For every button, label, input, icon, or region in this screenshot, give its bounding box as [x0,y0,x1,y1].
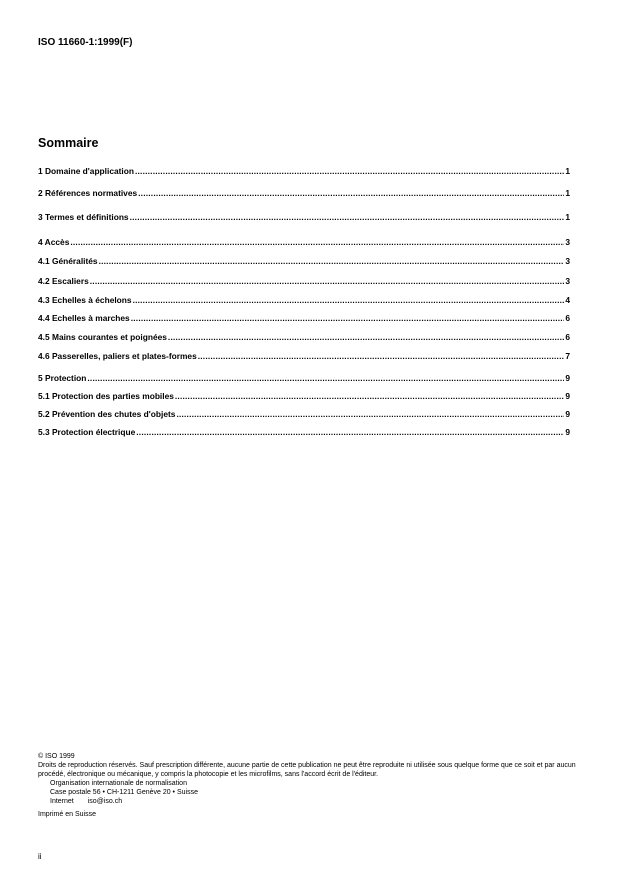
internet-line [38,797,583,806]
toc-entry-page: 1 [565,212,570,222]
toc-entry-label: 5.3 Protection électrique [38,427,136,437]
printed-in: Imprimé en Suisse [38,811,96,818]
toc-title: Sommaire [38,136,99,150]
toc-entry[interactable] [38,256,570,266]
toc-entry[interactable] [38,332,570,342]
toc-entry[interactable] [38,166,570,176]
toc-leader-dots [138,188,564,198]
toc-entry[interactable] [38,295,570,305]
toc-leader-dots [70,237,564,247]
toc-entry[interactable] [38,351,570,361]
toc-entry-label: 4.5 Mains courantes et poignées [38,332,167,342]
toc-leader-dots [176,409,564,419]
toc-entry-label: 4 Accès [38,237,70,247]
toc-entry[interactable] [38,212,570,222]
internet-email[interactable]: iso@iso.ch [87,798,123,805]
toc-leader-dots [133,295,565,305]
toc-leader-dots [135,166,564,176]
toc-entry[interactable] [38,188,570,198]
internet-label: Internet [50,798,74,805]
postal-address: Case postale 56 • CH-1211 Genève 20 • Suisse [50,789,198,796]
toc-entry-page: 3 [565,256,570,266]
toc-entry-page: 9 [565,427,570,437]
toc-entry-label: 4.2 Escaliers [38,276,89,286]
document-id: ISO 11660-1:1999(F) [38,37,133,48]
toc-entry-label: 2 Références normatives [38,188,138,198]
toc-entry-page: 3 [565,237,570,247]
toc-entry-label: 5.1 Protection des parties mobiles [38,391,174,401]
toc-leader-dots [175,391,564,401]
toc-leader-dots [198,351,565,361]
toc-entry[interactable] [38,313,570,323]
toc-entry[interactable] [38,373,570,383]
toc-leader-dots [87,373,564,383]
toc-entry[interactable] [38,427,570,437]
toc-entry-page: 1 [565,188,570,198]
toc-leader-dots [168,332,564,342]
toc-leader-dots [99,256,565,266]
toc-entry-page: 9 [565,373,570,383]
toc-entry-label: 5 Protection [38,373,87,383]
toc-entry-page: 3 [565,276,570,286]
reproduction-rights-text: Droits de reproduction réservés. Sauf prescription différente, aucune partie de cette publication ne peut être reproduite ni utilisée sous quelque forme que ce soit et par aucun procédé, électronique ou mécanique, y compris la photocopie et les microfilms, sans l'accord écrit de l'éditeur. [38,762,576,778]
toc-entry[interactable] [38,237,570,247]
copyright-notice: © ISO 1999 [38,753,75,760]
toc-leader-dots [131,313,565,323]
toc-entry-page: 9 [565,409,570,419]
toc-entry[interactable] [38,409,570,419]
toc-entry-label: 4.4 Echelles à marches [38,313,130,323]
toc-entry-page: 6 [565,332,570,342]
toc-entry-page: 1 [565,166,570,176]
toc-entry-page: 6 [565,313,570,323]
page-number: ii [38,852,42,861]
toc-entry[interactable] [38,391,570,401]
toc-entry-label: 3 Termes et définitions [38,212,129,222]
toc-entry-label: 5.2 Prévention des chutes d'objets [38,409,176,419]
toc-leader-dots [136,427,564,437]
toc-entry[interactable] [38,276,570,286]
toc-entry-page: 9 [565,391,570,401]
toc-leader-dots [90,276,565,286]
toc-entry-label: 4.3 Echelles à échelons [38,295,132,305]
toc-entry-label: 4.6 Passerelles, paliers et plates-formes [38,351,197,361]
organization-name: Organisation internationale de normalisation [50,780,187,787]
toc-entry-label: 4.1 Généralités [38,256,98,266]
toc-entry-page: 7 [565,351,570,361]
toc-entry-page: 4 [565,295,570,305]
copyright-footer [38,752,583,819]
toc-leader-dots [130,212,565,222]
toc-entry-label: 1 Domaine d'application [38,166,134,176]
